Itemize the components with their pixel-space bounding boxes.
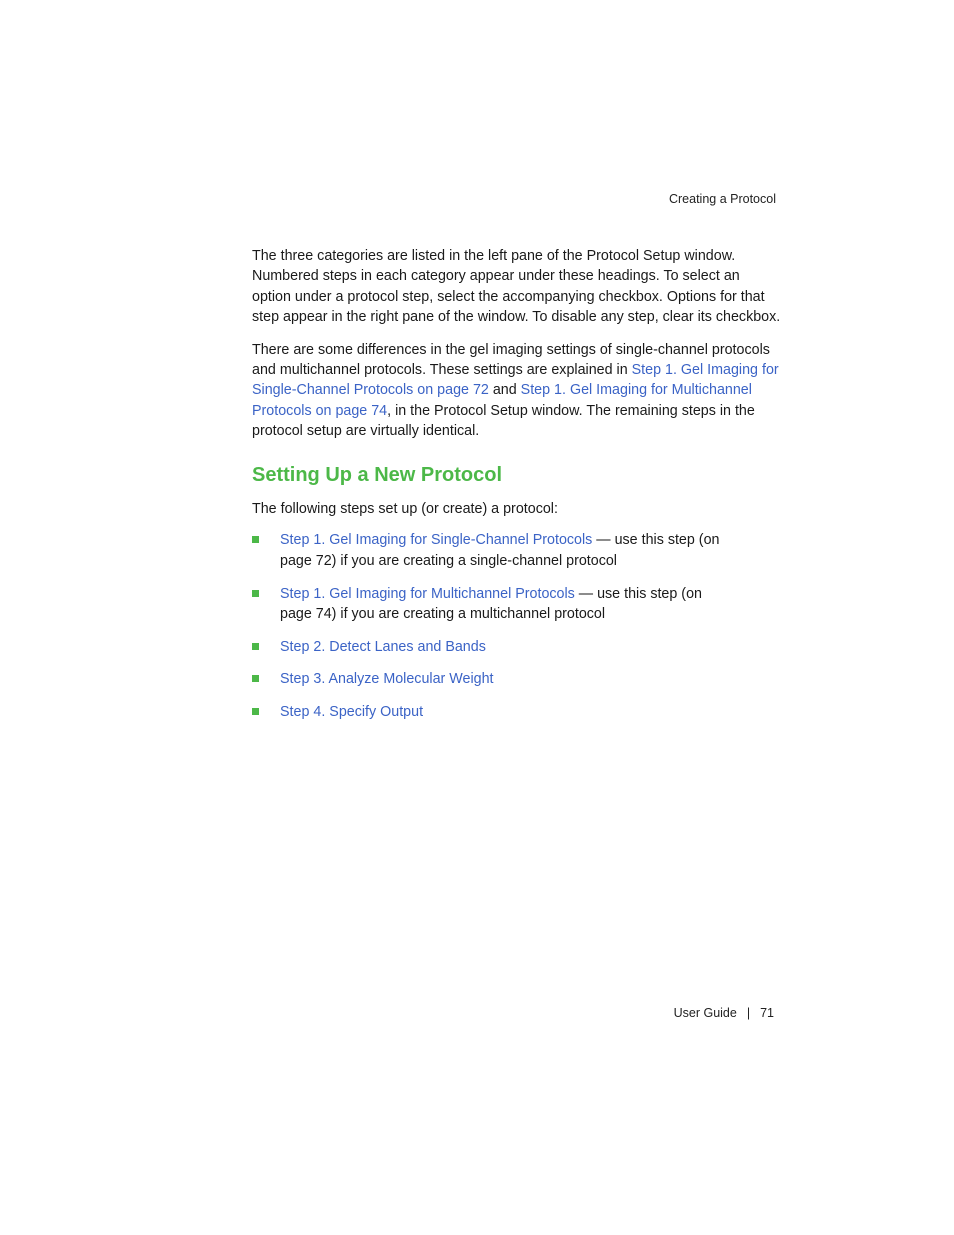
list-item bbox=[252, 530, 720, 571]
steps-intro: The following steps set up (or create) a protocol: bbox=[252, 501, 558, 518]
running-footer bbox=[674, 1006, 774, 1020]
link-multichannel-page-74[interactable]: Step 1. Gel Imaging for Multichannel Protocols on page 74 bbox=[252, 382, 752, 419]
paragraph-text: There are some differences in the gel imaging settings of single-channel protocols and multichannel protocols. These settings are explained in bbox=[252, 341, 770, 378]
paragraph-categories: The three categories are listed in the left pane of the Protocol Setup window. Numbered steps in each category appear under these headings. To select an option under a protocol step, select the accompanying checkbox. Options for that step appear in the right pane of the window. To disable any step, clear its checkbox. bbox=[252, 248, 781, 325]
square-bullet-icon bbox=[252, 708, 259, 715]
list-item bbox=[252, 584, 720, 625]
paragraph-text: , in the Protocol Setup window. The remaining steps in the protocol setup are virtually identical. bbox=[252, 402, 755, 439]
square-bullet-icon bbox=[252, 590, 259, 597]
paragraph-text: and bbox=[488, 382, 521, 399]
square-bullet-icon bbox=[252, 643, 259, 650]
link-step-3-molecular-weight[interactable]: Step 3. Analyze Molecular Weight bbox=[280, 671, 494, 688]
list-item bbox=[252, 637, 720, 657]
link-single-channel-page-72[interactable]: Step 1. Gel Imaging for Single-Channel Protocols on page 72 bbox=[252, 361, 779, 399]
footer-guide-label: User Guide bbox=[673, 1006, 737, 1020]
square-bullet-icon bbox=[252, 536, 259, 543]
footer-separator: | bbox=[746, 1006, 751, 1020]
link-step-1-multichannel[interactable]: Step 1. Gel Imaging for Multichannel Protocols bbox=[280, 585, 575, 602]
list-item bbox=[252, 702, 720, 722]
list-item bbox=[252, 669, 720, 689]
page-number: 71 bbox=[760, 1006, 774, 1020]
list-item-text: — use this step (on page 74) if you are creating a multichannel protocol bbox=[280, 585, 702, 622]
link-step-1-single-channel[interactable]: Step 1. Gel Imaging for Single-Channel Protocols bbox=[280, 532, 593, 549]
page-content bbox=[252, 246, 782, 735]
link-step-2-detect-lanes[interactable]: Step 2. Detect Lanes and Bands bbox=[280, 638, 486, 655]
steps-list bbox=[252, 530, 782, 722]
link-step-4-specify-output[interactable]: Step 4. Specify Output bbox=[280, 704, 424, 721]
paragraph-differences bbox=[252, 340, 782, 441]
list-item-text: — use this step (on page 72) if you are creating a single-channel protocol bbox=[280, 532, 720, 569]
square-bullet-icon bbox=[252, 675, 259, 682]
running-header: Creating a Protocol bbox=[668, 192, 776, 206]
section-heading: Setting Up a New Protocol bbox=[252, 464, 503, 487]
